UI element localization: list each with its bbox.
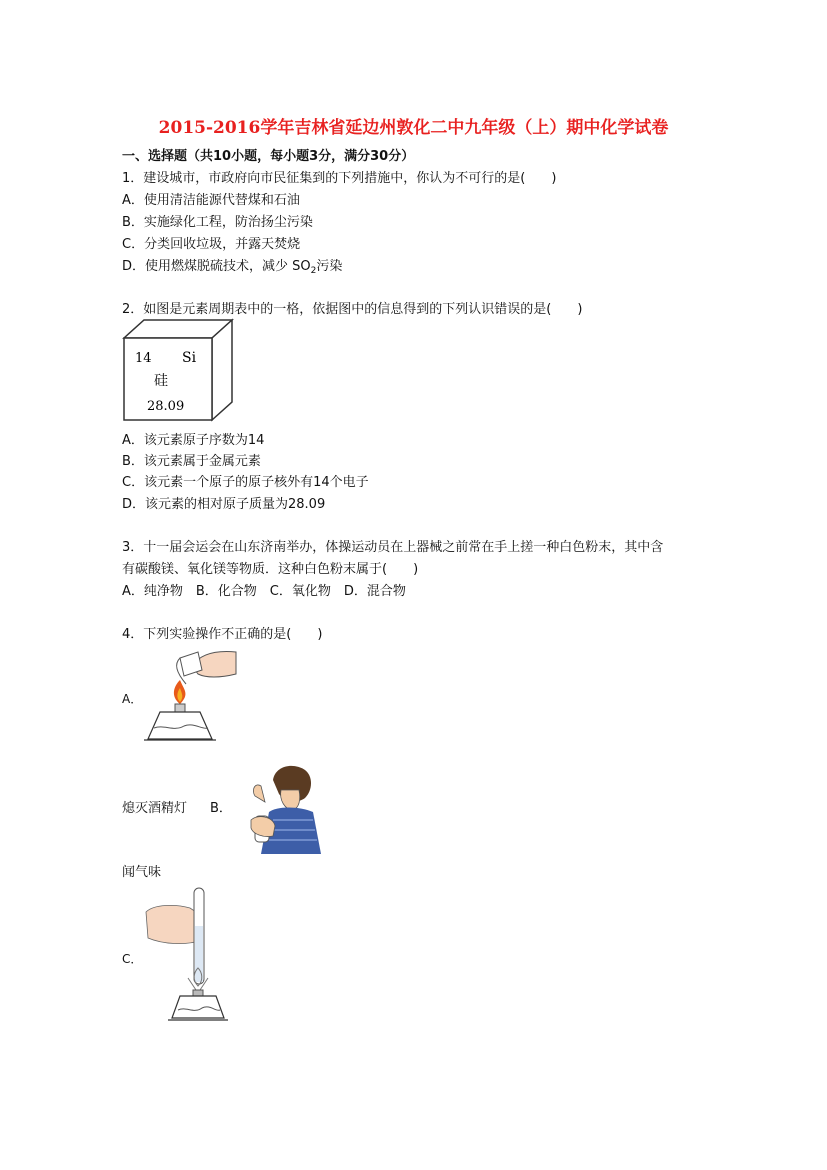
question-2-option-d: D．该元素的相对原子质量为28.09 [122, 497, 326, 512]
question-1-option-d [122, 255, 342, 276]
question-4-option-b-label: B． [210, 801, 232, 816]
subscript-2: 2 [310, 266, 317, 276]
question-1-option-c: C．分类回收垃圾，并露天焚烧 [122, 237, 301, 252]
question-3-stem-line2: 有碳酸镁、氧化镁等物质．这种白色粉末属于( ) [122, 562, 419, 577]
smell-gas-illustration [233, 760, 325, 856]
question-2-option-b: B．该元素属于金属元素 [122, 454, 261, 469]
page-title: 2015-2016学年吉林省延边州敦化二中九年级（上）期中化学试卷 [158, 118, 669, 138]
question-1-option-a: A．使用清洁能源代替煤和石油 [122, 193, 300, 208]
element-name: 硅 [154, 373, 168, 389]
extinguish-lamp-illustration [140, 644, 240, 756]
section-heading: 一、选择题（共10小题，每小题3分，满分30分） [122, 149, 415, 164]
option-d-suffix: 污染 [316, 259, 343, 274]
question-1-option-b: B．实施绿化工程，防治扬尘污染 [122, 215, 313, 230]
heat-test-tube-illustration [140, 882, 240, 1024]
question-4-option-b-caption: 闻气味 [122, 865, 162, 880]
question-2-stem: 2．如图是元素周期表中的一格，依据图中的信息得到的下列认识错误的是( ) [122, 302, 583, 317]
question-2-option-a: A．该元素原子序数为14 [122, 433, 265, 448]
element-mass: 28.09 [147, 399, 185, 414]
element-number: 14 [135, 351, 152, 366]
question-1-stem: 1．建设城市，市政府向市民征集到的下列措施中，你认为不可行的是( ) [122, 171, 557, 186]
question-4-stem: 4．下列实验操作不正确的是( ) [122, 627, 323, 642]
question-4-option-c-label: C． [122, 952, 143, 966]
question-4-option-a-caption: 熄灭酒精灯 [122, 801, 188, 816]
element-cell-figure [121, 318, 235, 423]
question-3-stem-line1: 3．十一届会运会在山东济南举办，体操运动员在上器械之前常在手上搓一种白色粉末，其中含 [122, 540, 664, 555]
question-3-options: A．纯净物 B．化合物 C．氧化物 D．混合物 [122, 584, 406, 599]
question-2-option-c: C．该元素一个原子的原子核外有14个电子 [122, 475, 369, 490]
option-d-prefix: D．使用燃煤脱硫技术，减少 SO [122, 259, 311, 274]
question-4-option-a-label: A． [122, 692, 143, 706]
element-symbol: Si [182, 350, 197, 366]
